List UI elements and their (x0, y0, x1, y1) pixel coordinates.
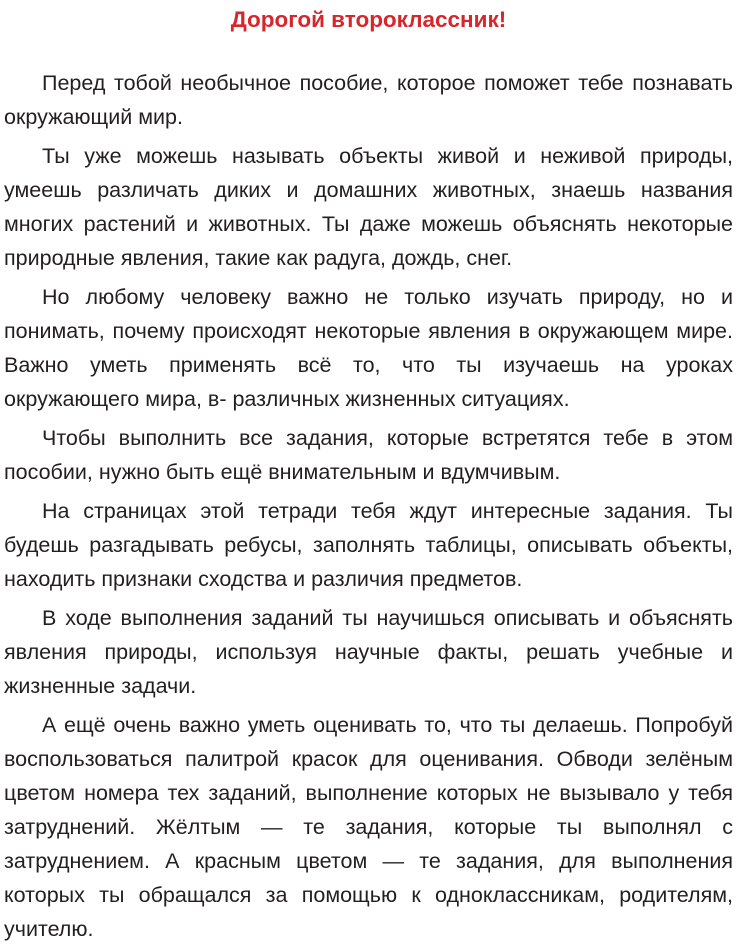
body-text (4, 66, 733, 946)
paragraph: Чтобы выполнить все задания, которые встретятся тебе в этом пособии, нужно быть ещё внимательным и вдумчивым. (4, 426, 733, 484)
paragraph: А ещё очень важно уметь оценивать то, что ты делаешь. Попробуй воспользоваться палитрой красок для оценивания. Обводи зелёным цветом номера тех заданий, выполнение которых не вызывало у тебя затруднений. Жёлтым — те задания, которые ты выполнял с затруднением. А красным цветом — те задания, для выполнения которых ты обращался за помощью к одноклассникам, родителям, учителю. (4, 713, 733, 941)
paragraph: Ты уже можешь называть объекты живой и неживой природы, умеешь различать диких и домашних животных, знаешь названия многих растений и животных. Ты даже можешь объяснять некоторые природные явления, такие как радуга, дождь, снег. (4, 144, 733, 270)
paragraph: Перед тобой необычное пособие, которое поможет тебе познавать окружающий мир. (4, 71, 733, 129)
paragraph: В ходе выполнения заданий ты научишься описывать и объяснять явления природы, используя научные факты, решать учебные и жизненные задачи. (4, 606, 733, 698)
page-title: Дорогой второклассник! (230, 7, 507, 32)
paragraph: Но любому человеку важно не только изучать природу, но и понимать, почему происходят некоторые явления в окружающем мире. Важно уметь применять всё то, что ты изучаешь на уроках окружающего мира, в- различных жизненных ситуациях. (4, 285, 733, 411)
paragraph: На страницах этой тетради тебя ждут интересные задания. Ты будешь разгадывать ребусы, заполнять таблицы, описывать объекты, находить признаки сходства и различия предметов. (4, 499, 733, 591)
